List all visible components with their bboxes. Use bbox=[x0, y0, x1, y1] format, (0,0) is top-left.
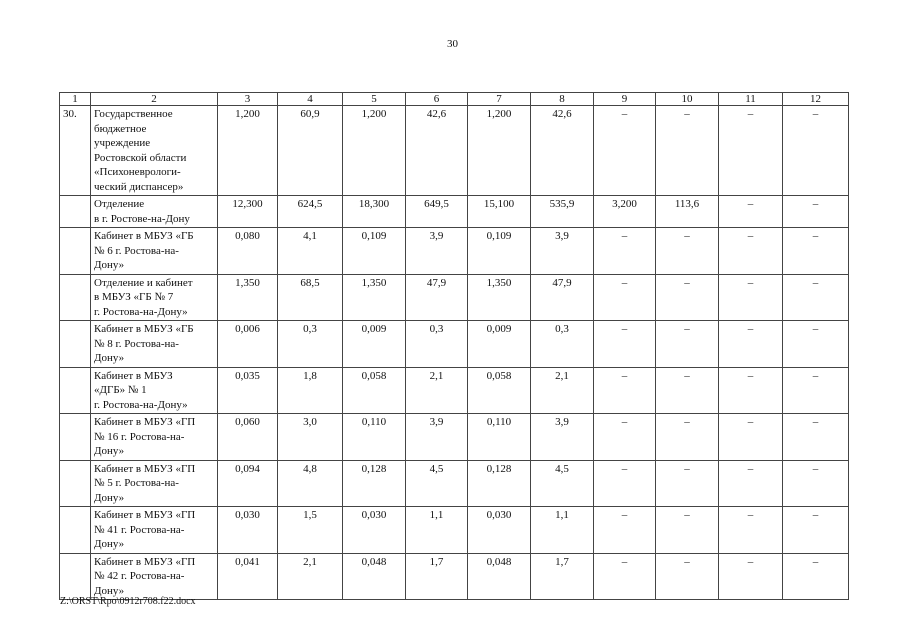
value-cell: 1,8 bbox=[278, 367, 343, 414]
value-cell: 47,9 bbox=[531, 274, 594, 321]
table-row bbox=[60, 106, 849, 196]
name-line: Кабинет в МБУЗ «ГП bbox=[94, 509, 196, 521]
value-cell: – bbox=[719, 460, 783, 507]
name-line: № 5 г. Ростова-на- bbox=[94, 477, 179, 489]
name-line: Кабинет в МБУЗ «ГБ bbox=[94, 230, 194, 242]
value-cell: 2,1 bbox=[531, 367, 594, 414]
value-cell: 0,3 bbox=[531, 321, 594, 368]
data-table bbox=[59, 92, 849, 600]
value-cell: 0,3 bbox=[406, 321, 468, 368]
name-line: «Психоневрологи- bbox=[94, 166, 181, 178]
value-cell: – bbox=[783, 274, 849, 321]
table-row bbox=[60, 196, 849, 228]
value-cell: – bbox=[783, 553, 849, 600]
name-line: учреждение bbox=[94, 137, 151, 149]
value-cell: 3,9 bbox=[531, 414, 594, 461]
table-row bbox=[60, 274, 849, 321]
value-cell: – bbox=[656, 507, 719, 554]
value-cell: 1,7 bbox=[406, 553, 468, 600]
value-cell: 4,1 bbox=[278, 228, 343, 275]
table-row bbox=[60, 414, 849, 461]
name-line: Дону» bbox=[94, 538, 125, 550]
name-line: № 42 г. Ростова-на- bbox=[94, 570, 185, 582]
value-cell: – bbox=[719, 321, 783, 368]
table-row bbox=[60, 507, 849, 554]
value-cell: – bbox=[594, 228, 656, 275]
row-number bbox=[60, 367, 91, 414]
column-header: 2 bbox=[91, 93, 218, 106]
value-cell: – bbox=[656, 553, 719, 600]
value-cell: – bbox=[719, 553, 783, 600]
value-cell: 0,048 bbox=[468, 553, 531, 600]
value-cell: 1,200 bbox=[468, 106, 531, 196]
column-header: 1 bbox=[60, 93, 91, 106]
column-header: 6 bbox=[406, 93, 468, 106]
value-cell: 624,5 bbox=[278, 196, 343, 228]
name-line: Дону» bbox=[94, 491, 125, 504]
value-cell: – bbox=[656, 321, 719, 368]
value-cell: 42,6 bbox=[406, 106, 468, 196]
value-cell: 0,030 bbox=[343, 507, 406, 554]
value-cell: 0,058 bbox=[468, 367, 531, 414]
value-cell: 1,350 bbox=[343, 274, 406, 321]
name-line: № 16 г. Ростова-на- bbox=[94, 430, 185, 443]
value-cell: 3,9 bbox=[406, 414, 468, 461]
value-cell: 2,1 bbox=[278, 553, 343, 600]
value-cell: 3,9 bbox=[406, 228, 468, 275]
name-line: ческий диспансер» bbox=[94, 180, 184, 193]
column-header: 7 bbox=[468, 93, 531, 106]
value-cell: 649,5 bbox=[406, 196, 468, 228]
value-cell: – bbox=[656, 228, 719, 275]
value-cell: 4,8 bbox=[278, 460, 343, 507]
name-line: Дону» bbox=[94, 259, 125, 271]
value-cell: 1,200 bbox=[218, 106, 278, 196]
value-cell: – bbox=[656, 460, 719, 507]
value-cell: 0,009 bbox=[468, 321, 531, 368]
institution-name bbox=[91, 106, 218, 196]
value-cell: 42,6 bbox=[531, 106, 594, 196]
value-cell: – bbox=[783, 228, 849, 275]
name-line: Государственное bbox=[94, 108, 173, 120]
value-cell: – bbox=[719, 106, 783, 196]
value-cell: – bbox=[656, 106, 719, 196]
name-line: Дону» bbox=[94, 584, 125, 597]
value-cell: 0,058 bbox=[343, 367, 406, 414]
value-cell: 18,300 bbox=[343, 196, 406, 228]
value-cell: – bbox=[783, 321, 849, 368]
value-cell: 0,060 bbox=[218, 414, 278, 461]
row-number bbox=[60, 553, 91, 600]
table-row bbox=[60, 367, 849, 414]
column-header: 8 bbox=[531, 93, 594, 106]
value-cell: 0,080 bbox=[218, 228, 278, 275]
institution-name bbox=[91, 228, 218, 275]
name-line: № 41 г. Ростова-на- bbox=[94, 523, 185, 536]
value-cell: 0,048 bbox=[343, 553, 406, 600]
name-line: в г. Ростове-на-Дону bbox=[94, 212, 190, 225]
value-cell: 0,094 bbox=[218, 460, 278, 507]
value-cell: 60,9 bbox=[278, 106, 343, 196]
value-cell: 0,006 bbox=[218, 321, 278, 368]
value-cell: 1,350 bbox=[218, 274, 278, 321]
institution-name bbox=[91, 274, 218, 321]
value-cell: 1,200 bbox=[343, 106, 406, 196]
value-cell: 15,100 bbox=[468, 196, 531, 228]
value-cell: – bbox=[783, 507, 849, 554]
institution-name bbox=[91, 460, 218, 507]
name-line: Дону» bbox=[94, 352, 125, 364]
value-cell: 0,109 bbox=[343, 228, 406, 275]
value-cell: 3,200 bbox=[594, 196, 656, 228]
name-line: г. Ростова-на-Дону» bbox=[94, 305, 188, 318]
value-cell: 0,128 bbox=[468, 460, 531, 507]
value-cell: 4,5 bbox=[406, 460, 468, 507]
name-line: Кабинет в МБУЗ «ГП bbox=[94, 555, 196, 568]
value-cell: – bbox=[594, 460, 656, 507]
value-cell: – bbox=[719, 228, 783, 275]
name-line: Кабинет в МБУЗ bbox=[94, 369, 173, 382]
value-cell: – bbox=[656, 274, 719, 321]
value-cell: – bbox=[594, 106, 656, 196]
name-line: «ДГБ» № 1 bbox=[94, 384, 147, 396]
page-number: 30 bbox=[447, 38, 458, 50]
value-cell: – bbox=[719, 274, 783, 321]
column-header: 3 bbox=[218, 93, 278, 106]
value-cell: – bbox=[783, 196, 849, 228]
institution-name bbox=[91, 507, 218, 554]
value-cell: – bbox=[783, 367, 849, 414]
row-number bbox=[60, 414, 91, 461]
value-cell: 0,030 bbox=[468, 507, 531, 554]
value-cell: – bbox=[594, 274, 656, 321]
value-cell: 68,5 bbox=[278, 274, 343, 321]
value-cell: 1,350 bbox=[468, 274, 531, 321]
row-number bbox=[60, 228, 91, 275]
value-cell: 1,1 bbox=[406, 507, 468, 554]
institution-name bbox=[91, 196, 218, 228]
value-cell: 0,128 bbox=[343, 460, 406, 507]
table-row bbox=[60, 228, 849, 275]
value-cell: – bbox=[783, 106, 849, 196]
name-line: г. Ростова-на-Дону» bbox=[94, 398, 188, 411]
header-row bbox=[60, 93, 849, 106]
value-cell: 12,300 bbox=[218, 196, 278, 228]
value-cell: – bbox=[719, 367, 783, 414]
value-cell: – bbox=[783, 414, 849, 461]
value-cell: – bbox=[594, 553, 656, 600]
value-cell: 47,9 bbox=[406, 274, 468, 321]
institution-name bbox=[91, 321, 218, 368]
value-cell: 0,009 bbox=[343, 321, 406, 368]
table-row bbox=[60, 553, 849, 600]
value-cell: – bbox=[594, 321, 656, 368]
row-number bbox=[60, 507, 91, 554]
value-cell: – bbox=[719, 414, 783, 461]
file-path-footer: Z:\ORST\Rpo\0912r708.f22.docx bbox=[60, 596, 196, 607]
institution-name bbox=[91, 553, 218, 600]
value-cell: – bbox=[719, 196, 783, 228]
value-cell: 0,035 bbox=[218, 367, 278, 414]
table-row bbox=[60, 321, 849, 368]
name-line: Отделение bbox=[94, 198, 145, 210]
name-line: Кабинет в МБУЗ «ГП bbox=[94, 416, 196, 428]
name-line: № 8 г. Ростова-на- bbox=[94, 337, 179, 350]
value-cell: – bbox=[719, 507, 783, 554]
value-cell: 4,5 bbox=[531, 460, 594, 507]
table-row bbox=[60, 460, 849, 507]
value-cell: – bbox=[656, 414, 719, 461]
value-cell: 0,110 bbox=[468, 414, 531, 461]
value-cell: – bbox=[594, 414, 656, 461]
value-cell: 0,030 bbox=[218, 507, 278, 554]
value-cell: 0,3 bbox=[278, 321, 343, 368]
name-line: бюджетное bbox=[94, 122, 147, 135]
institution-name bbox=[91, 414, 218, 461]
row-number bbox=[60, 274, 91, 321]
row-number bbox=[60, 321, 91, 368]
value-cell: 0,109 bbox=[468, 228, 531, 275]
name-line: Дону» bbox=[94, 445, 125, 457]
value-cell: 3,9 bbox=[531, 228, 594, 275]
column-header: 11 bbox=[719, 93, 783, 106]
institution-name bbox=[91, 367, 218, 414]
column-header: 12 bbox=[783, 93, 849, 106]
name-line: № 6 г. Ростова-на- bbox=[94, 244, 179, 257]
column-header: 4 bbox=[278, 93, 343, 106]
value-cell: 113,6 bbox=[656, 196, 719, 228]
name-line: в МБУЗ «ГБ № 7 bbox=[94, 291, 174, 303]
value-cell: 1,7 bbox=[531, 553, 594, 600]
name-line: Кабинет в МБУЗ «ГП bbox=[94, 462, 196, 475]
value-cell: – bbox=[594, 367, 656, 414]
value-cell: 2,1 bbox=[406, 367, 468, 414]
value-cell: – bbox=[656, 367, 719, 414]
row-number: 30. bbox=[60, 106, 91, 196]
name-line: Отделение и кабинет bbox=[94, 276, 193, 289]
name-line: Кабинет в МБУЗ «ГБ bbox=[94, 323, 194, 335]
column-header: 5 bbox=[343, 93, 406, 106]
value-cell: 1,5 bbox=[278, 507, 343, 554]
name-line: Ростовской области bbox=[94, 151, 187, 164]
row-number bbox=[60, 196, 91, 228]
row-number bbox=[60, 460, 91, 507]
column-header: 10 bbox=[656, 93, 719, 106]
value-cell: 535,9 bbox=[531, 196, 594, 228]
value-cell: 1,1 bbox=[531, 507, 594, 554]
value-cell: – bbox=[783, 460, 849, 507]
value-cell: 3,0 bbox=[278, 414, 343, 461]
value-cell: – bbox=[594, 507, 656, 554]
value-cell: 0,110 bbox=[343, 414, 406, 461]
value-cell: 0,041 bbox=[218, 553, 278, 600]
column-header: 9 bbox=[594, 93, 656, 106]
